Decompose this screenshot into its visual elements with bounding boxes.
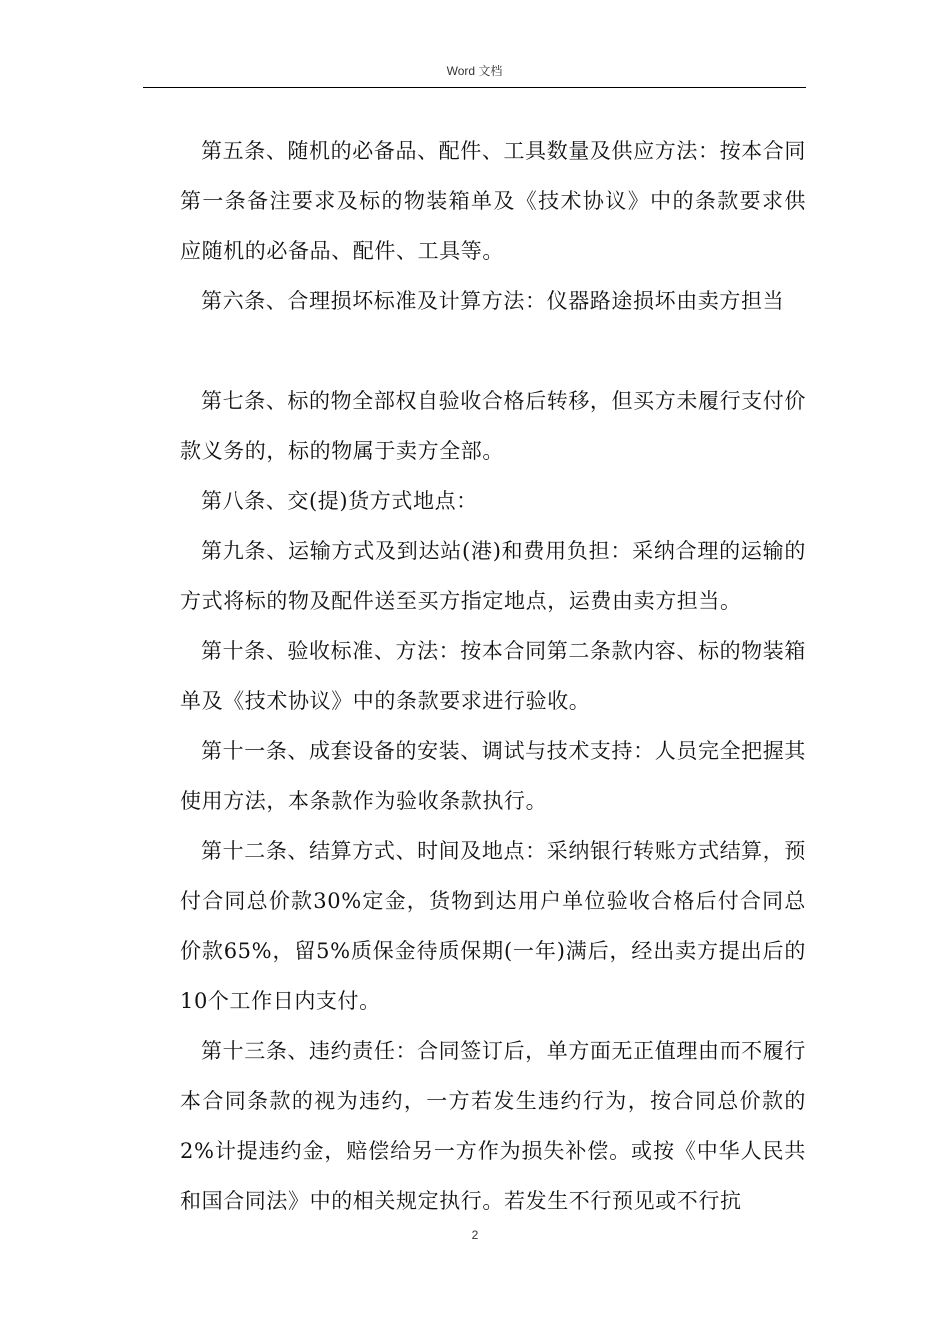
header-title: Word 文档: [446, 64, 503, 78]
header-divider: [143, 87, 806, 88]
article-10-paragraph: 第十条、验收标准、方法：按本合同第二条款内容、标的物装箱单及《技术协议》中的条款要求进行验收。: [180, 639, 806, 713]
document-body: [180, 126, 806, 1226]
article-5-paragraph: 第五条、随机的必备品、配件、工具数量及供应方法：按本合同第一条备注要求及标的物装箱单及《技术协议》中的条款要求供应随机的必备品、配件、工具等。: [180, 139, 806, 263]
article-9-paragraph: 第九条、运输方式及到达站(港)和费用负担：采纳合理的运输的方式将标的物及配件送至买方指定地点，运费由卖方担当。: [180, 539, 806, 613]
article-6-paragraph: 第六条、合理损坏标准及计算方法：仪器路途损坏由卖方担当: [201, 289, 785, 313]
article-8-paragraph: 第八条、交(提)货方式地点：: [201, 489, 478, 513]
page-number: 2: [471, 1228, 479, 1242]
article-13-paragraph: 第十三条、违约责任：合同签订后，单方面无正值理由而不履行本合同条款的视为违约，一方若发生违约行为，按合同总价款的2%计提违约金，赔偿给另一方作为损失补偿。或按《中华人民共和国合同法》中的相关规定执行。若发生不行预见或不行抗: [180, 1039, 806, 1213]
blank-line: [180, 326, 806, 376]
article-11-paragraph: 第十一条、成套设备的安装、调试与技术支持：人员完全把握其使用方法，本条款作为验收条款执行。: [180, 739, 806, 813]
article-7-paragraph: 第七条、标的物全部权自验收合格后转移，但买方未履行支付价款义务的，标的物属于卖方全部。: [180, 389, 806, 463]
article-12-paragraph: 第十二条、结算方式、时间及地点：采纳银行转账方式结算，预付合同总价款30%定金，货物到达用户单位验收合格后付合同总价款65%，留5%质保金待质保期(一年)满后，经出卖方提出后的10个工作日内支付。: [180, 839, 806, 1013]
page-header: [143, 62, 806, 88]
